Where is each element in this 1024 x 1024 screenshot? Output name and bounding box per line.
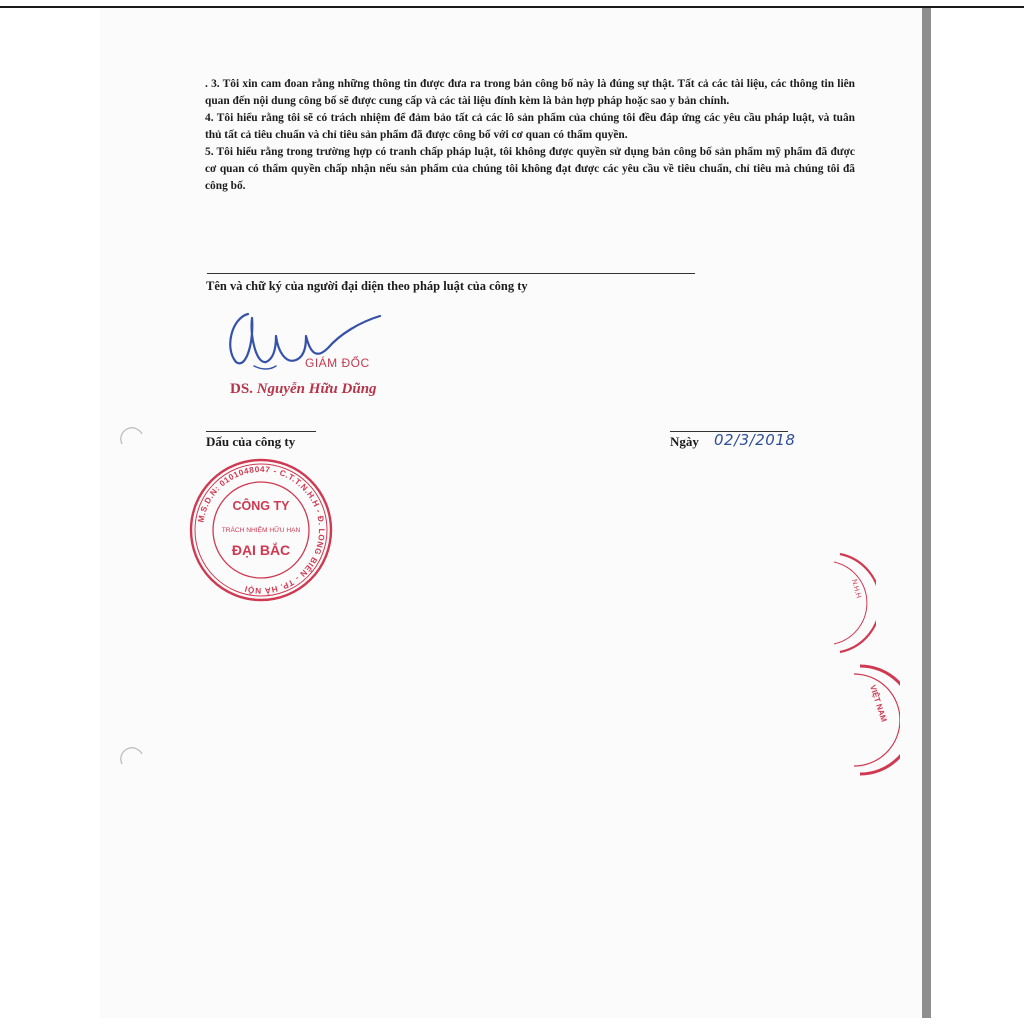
signer-prefix: DS. [230, 381, 253, 397]
stamp-line-2: TRÁCH NHIỆM HỮU HẠN [221, 527, 301, 534]
partial-stamp-lower-text: VIỆT NAM [868, 683, 889, 723]
stamp-line-1: CÔNG TY [232, 499, 290, 513]
stamp-line-3: ĐẠI BẮC [231, 542, 291, 558]
signature-line [207, 273, 695, 274]
date-value: 02/3/2018 [714, 431, 796, 449]
declaration-item-4: 4. Tôi hiểu rằng tôi sẽ có trách nhiệm để đảm bảo tất cả các lô sản phẩm của chúng tôi đều đáp ứng các yêu cầu pháp luật, và tuân thủ tất cả tiêu chuẩn và chỉ tiêu sản phẩm đã được công bố với cơ quan có thẩm quyền. [205, 112, 855, 141]
punch-hole-icon [118, 422, 146, 450]
stamp-label-line [206, 431, 316, 432]
page-right-edge [922, 8, 931, 1018]
signer-fullname: Nguyễn Hữu Dũng [256, 381, 377, 397]
declaration-item-3: . 3. Tôi xin cam đoan rằng những thông tin được đưa ra trong bản công bố này là đúng sự thật. Tất cả các tài liệu, các thông tin liên quan đến nội dung công bố sẽ được cung cấp và các tài liệu đính kèm là bản hợp pháp hoặc sao y bản chính. [205, 78, 855, 107]
company-stamp-label: Dấu của công ty [206, 434, 296, 449]
signature-caption: Tên và chữ ký của người đại diện theo pháp luật của công ty [206, 279, 528, 293]
signer-title: GIÁM ĐỐC [305, 356, 370, 370]
right-margin [931, 8, 1024, 1018]
declaration-item-5: 5. Tôi hiểu rằng trong trường hợp có tranh chấp pháp luật, tôi không được quyền sử dụng bản công bố sản phẩm mỹ phẩm đã được cơ quan có thẩm quyền chấp nhận nếu sản phẩm của chúng tôi không đạt được các yêu cầu về tiêu chuẩn, chỉ tiêu mà chúng tôi đã công bố. [205, 146, 855, 192]
company-stamp [187, 456, 335, 604]
signer-name [230, 381, 377, 398]
partial-stamp-upper-text: N.H.H [850, 578, 862, 599]
punch-hole-icon [118, 742, 146, 770]
declarations-section [205, 76, 855, 195]
partial-stamp-upper [820, 548, 876, 658]
partial-stamp-lower [840, 660, 900, 780]
stamp-ring-text: M.S.D.N: 0101048047 - C.T.T.N.H.H - Đ. LONG BIÊN - TP. HÀ NỘI [196, 464, 327, 596]
date-label: Ngày [670, 434, 699, 449]
